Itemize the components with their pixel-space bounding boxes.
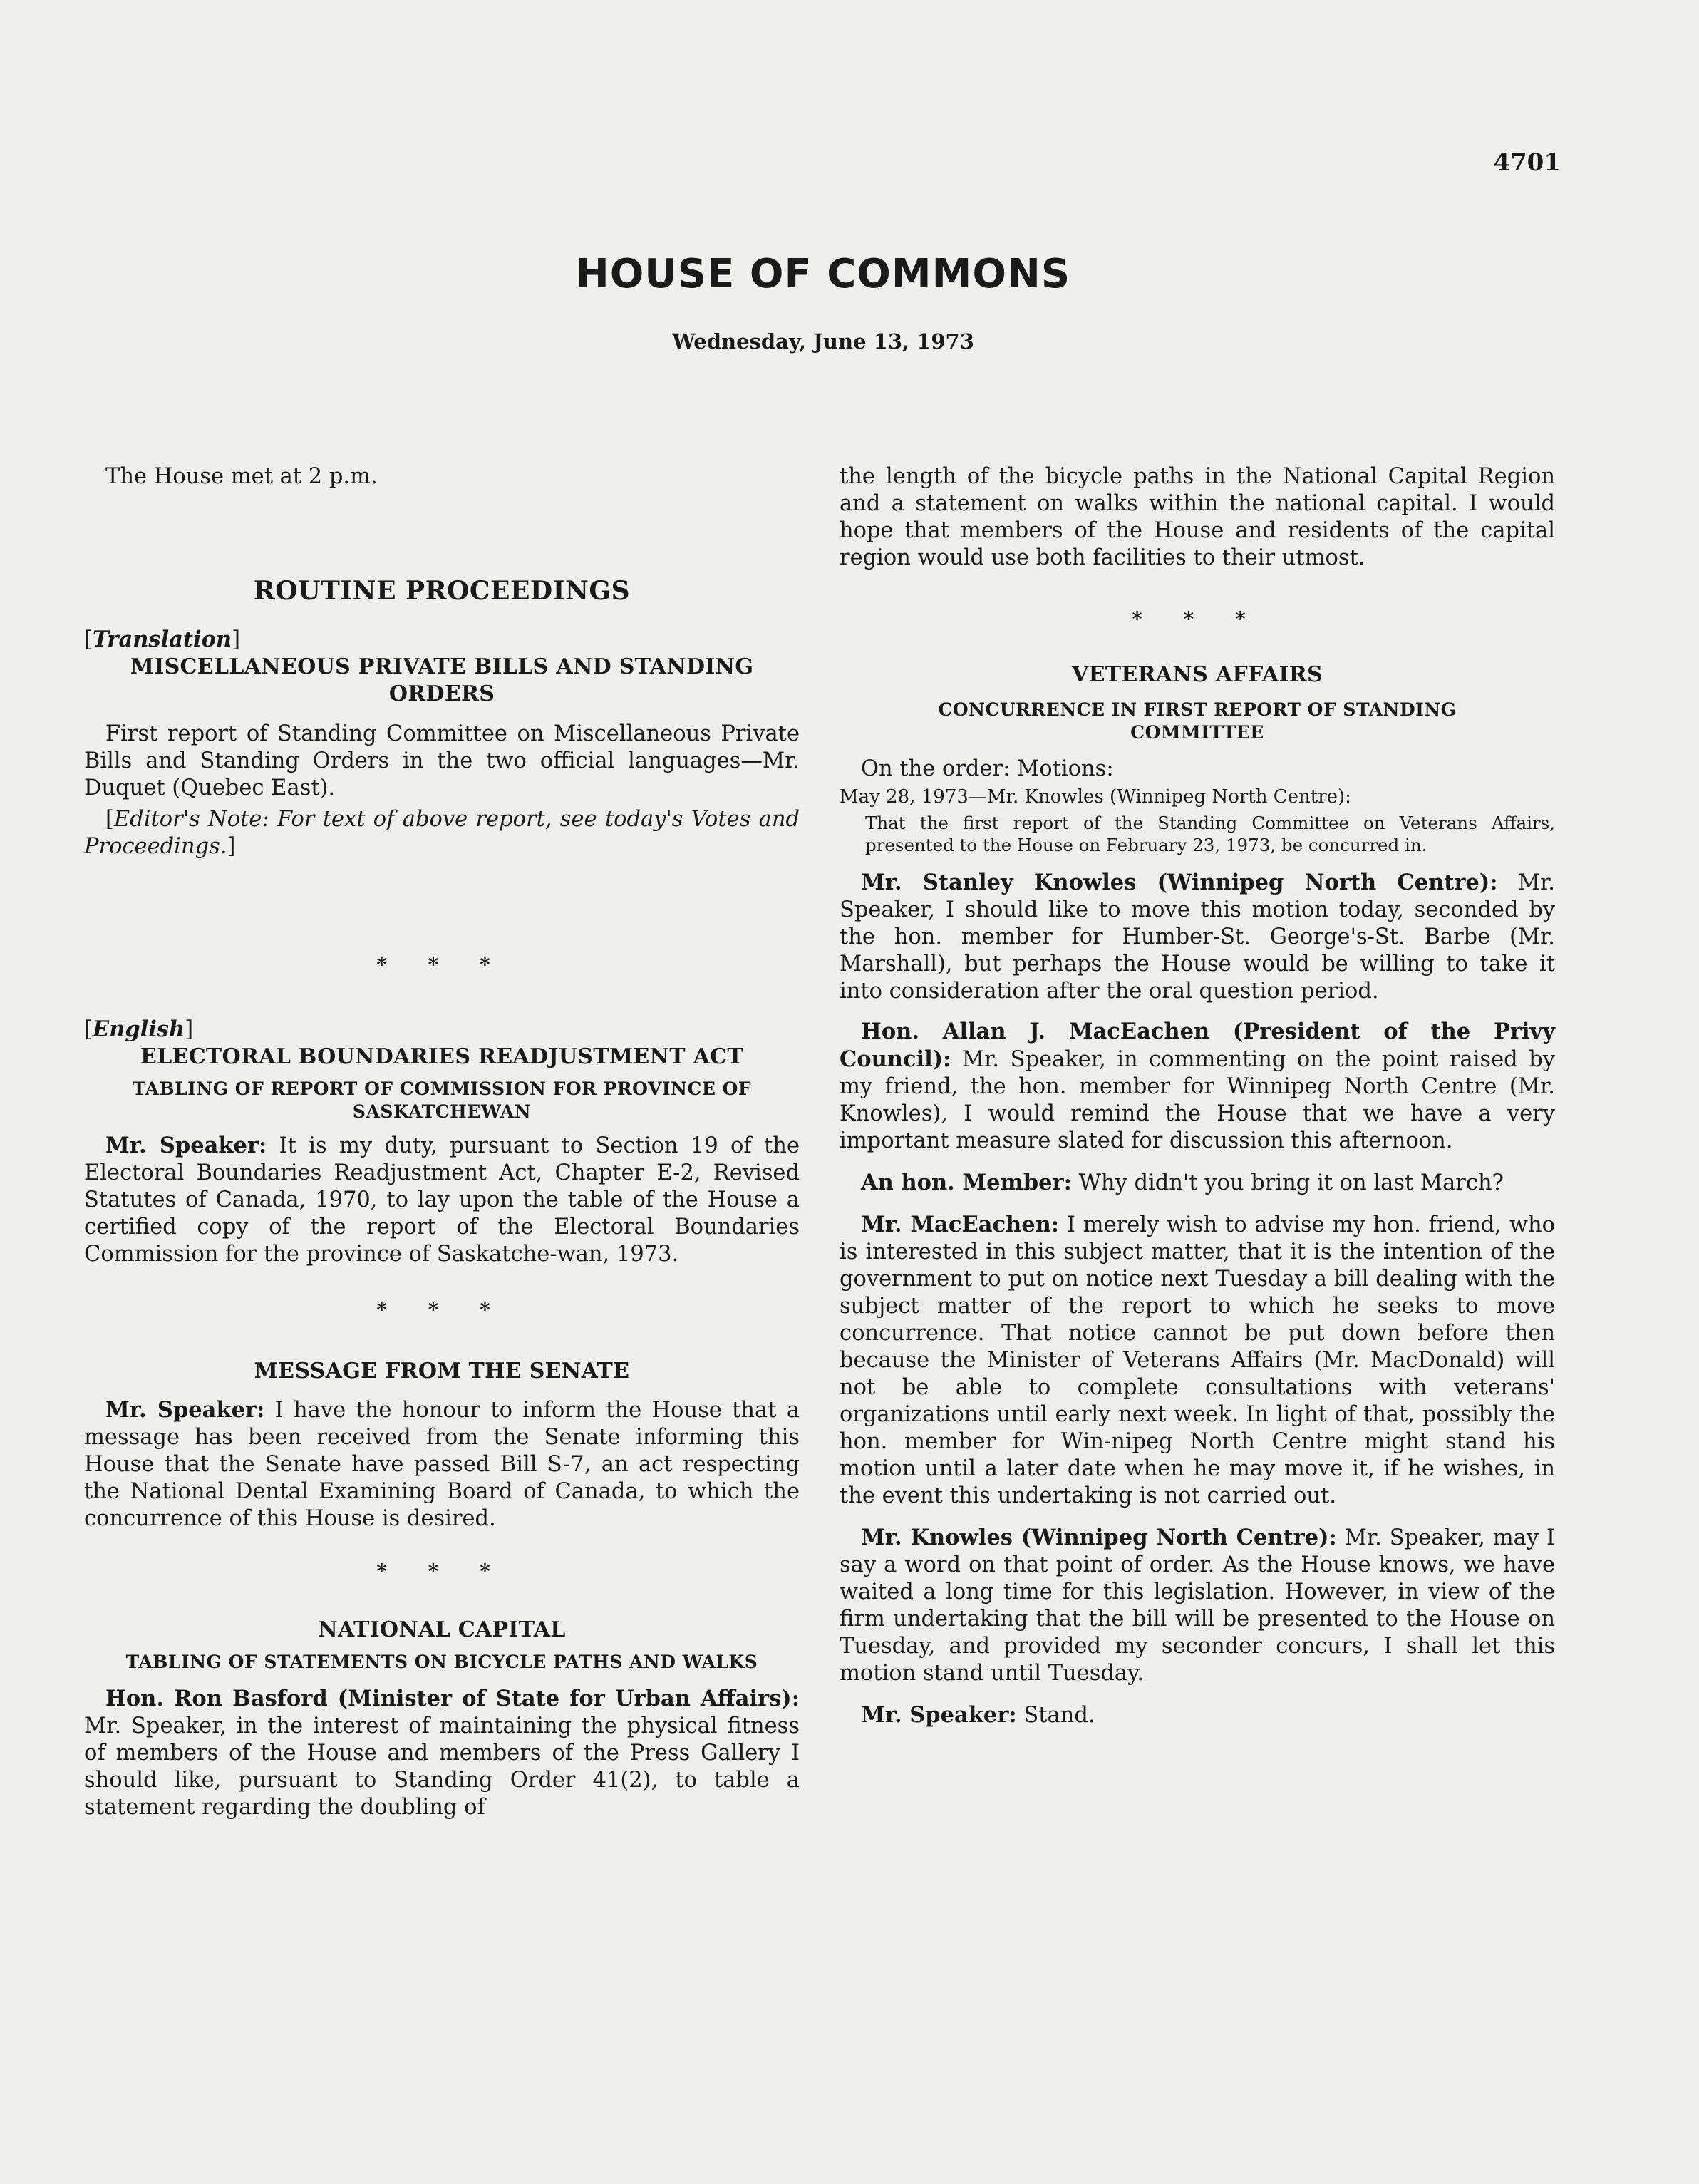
section-divider-stars: * * * [376, 1298, 507, 1322]
senate-statement: Mr. Speaker: I have the honour to inform the House that a message has been received from the Senate informing this House that the Senate have passed Bill S-7, an act respecting the National Dental Examining Board of Canada, to which the concurrence of this House is desired. [84, 1397, 800, 1531]
section-divider-stars: * * * [1132, 607, 1263, 631]
knowles-statement-1: Mr. Stanley Knowles (Winnipeg North Centre): Mr. Speaker, I should like to move this motion today, seconded by the hon. member for Humber-St. George's-St. Barbe (Mr. Marshall), but perhaps the House would be willing to take it into consideration after the oral question period. [840, 870, 1555, 1004]
english-tag: [English] [84, 1016, 194, 1042]
electoral-subheading: TABLING OF REPORT OF COMMISSION FOR PROVINCE OF SASKATCHEWAN [132, 1078, 752, 1122]
motion-text: That the first report of the Standing Committee on Veterans Affairs, presented to the House on February 23, 1973, be concurred in. [865, 813, 1555, 855]
speaker-name: Mr. Stanley Knowles (Winnipeg North Centre): [861, 870, 1498, 895]
senate-heading: MESSAGE FROM THE SENATE [254, 1359, 630, 1384]
member-interjection: An hon. Member: Why didn't you bring it on last March? [861, 1170, 1504, 1195]
electoral-heading: ELECTORAL BOUNDARIES READJUSTMENT ACT [140, 1044, 744, 1069]
electoral-statement: Mr. Speaker: It is my duty, pursuant to Section 19 of the Electoral Boundaries Readjustment Act, Chapter E-2, Revised Statutes of Canada, 1970, to lay upon the table of the House a certified copy of the report of the Electoral Boundaries Commission for the province of Saskatche-wan, 1973. [84, 1133, 800, 1267]
speaker-name: Mr. MacEachen: [861, 1212, 1060, 1237]
speaker-name: Mr. Knowles (Winnipeg North Centre): [861, 1525, 1337, 1550]
translation-tag: [Translation] [84, 627, 241, 652]
section-divider-stars: * * * [376, 1560, 507, 1583]
national-capital-subheading: TABLING OF STATEMENTS ON BICYCLE PATHS AND WALKS [125, 1652, 758, 1672]
right-column [840, 463, 1555, 1729]
maceachen-statement-1: Hon. Allan J. MacEachen (President of the Privy Council): Mr. Speaker, in commenting on the point raised by my friend, the hon. member for Winnipeg North Centre (Mr. Knowles), I would remind the House that we have a very important measure slated for discussion this afternoon. [840, 1019, 1555, 1153]
maceachen-statement-2: Mr. MacEachen: I merely wish to advise my hon. friend, who is interested in this subject matter, that it is the intention of the government to put on notice next Tuesday a bill dealing with the subject matter of the report to which he seeks to move concurrence. That notice cannot be put down before then because the Minister of Veterans Affairs (Mr. MacDonald) will not be able to complete consultations with veterans' organizations until early next week. In light of that, possibly the hon. member for Win-nipeg North Centre might stand his motion until a later date when he may move it, if he wishes, in the event this undertaking is not carried out. [840, 1212, 1555, 1508]
sitting-date: Wednesday, June 13, 1973 [672, 329, 974, 354]
motion-date-line: May 28, 1973—Mr. Knowles (Winnipeg North Centre): [840, 786, 1351, 808]
page-number: 4701 [1493, 148, 1561, 177]
misc-bills-heading: MISCELLANEOUS PRIVATE BILLS AND STANDING ORDERS [130, 654, 754, 706]
national-capital-heading: NATIONAL CAPITAL [318, 1617, 566, 1642]
speaker-name: Hon. Allan J. MacEachen (President of the Privy Council): [840, 1019, 1555, 1072]
veterans-affairs-heading: VETERANS AFFAIRS [1072, 662, 1323, 687]
speaker-name: An hon. Member: [861, 1170, 1072, 1195]
speaker-name: Hon. Ron Basford (Minister of State for Urban Affairs): [105, 1686, 800, 1711]
intro-line: The House met at 2 p.m. [105, 464, 378, 489]
speaker-name: Mr. Speaker: [105, 1397, 265, 1423]
basford-continuation: the length of the bicycle paths in the National Capital Region and a statement on walks within the national capital. I would hope that members of the House and residents of the capital region would use both facilities to their utmost. [840, 464, 1555, 570]
section-divider-stars: * * * [376, 953, 507, 977]
editor-note: [Editor's Note: For text of above report, see today's Votes and Proceedings.] [84, 807, 800, 859]
veterans-affairs-subheading: CONCURRENCE IN FIRST REPORT OF STANDING COMMITTEE [938, 699, 1457, 743]
left-column [84, 456, 800, 1821]
speaker-name: Mr. Speaker: [105, 1133, 267, 1158]
speaker-ruling: Mr. Speaker: Stand. [861, 1702, 1095, 1728]
speaker-name: Mr. Speaker: [861, 1702, 1017, 1728]
page-title: HOUSE OF COMMONS [575, 251, 1071, 297]
misc-bills-body: First report of Standing Committee on Miscellaneous Private Bills and Standing Orders in the two official languages—Mr. Duquet (Quebec East). [84, 721, 800, 800]
knowles-statement-2: Mr. Knowles (Winnipeg North Centre): Mr. Speaker, may I say a word on that point of order. As the House knows, we have waited a long time for this legislation. However, in view of the firm undertaking that the bill will be presented to the House on Tuesday, and provided my seconder concurs, I shall let this motion stand until Tuesday. [840, 1525, 1555, 1686]
routine-proceedings-heading: ROUTINE PROCEEDINGS [253, 576, 631, 606]
basford-statement: Hon. Ron Basford (Minister of State for Urban Affairs): Mr. Speaker, in the interest of maintaining the physical fitness of members of the House and members of the Press Gallery I should like, pursuant to Standing Order 41(2), to table a statement regarding the doubling of [84, 1686, 800, 1820]
order-line: On the order: Motions: [861, 756, 1114, 781]
